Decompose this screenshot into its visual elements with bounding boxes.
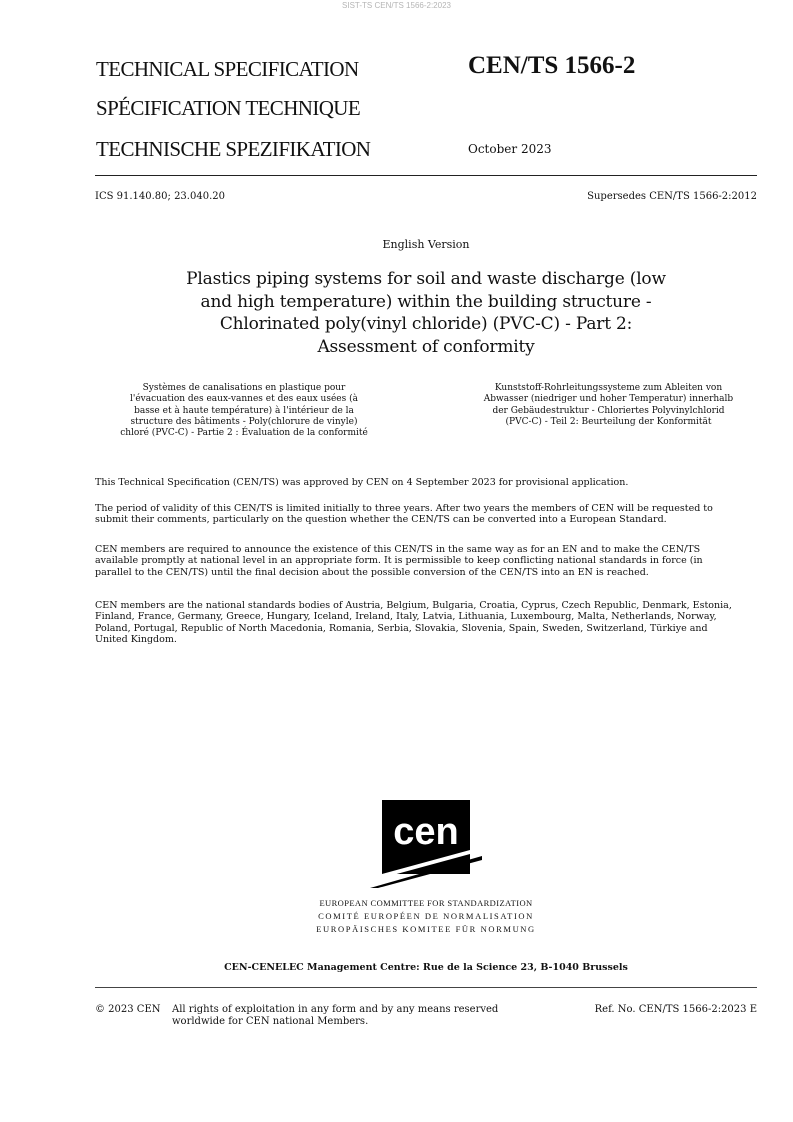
doc-type-german: TECHNISCHE SPEZIFIKATION xyxy=(96,137,371,161)
title-line: Plastics piping systems for soil and waste discharge (low xyxy=(186,269,666,289)
french-title-line: structure des bâtiments - Poly(chlorure de vinyle) xyxy=(130,416,358,427)
title-line: Assessment of conformity xyxy=(317,336,535,357)
french-title-line: chloré (PVC-C) - Partie 2 : Évaluation de la conformité xyxy=(120,428,368,439)
paragraph-line: United Kingdom. xyxy=(95,634,177,646)
german-title-line: (PVC-C) - Teil 2: Beurteilung der Konformität xyxy=(505,416,712,427)
paragraph-line: CEN members are the national standards bodies of Austria, Belgium, Bulgaria, Croatia, Cyprus, Czech Republic, Denmark, Estonia, xyxy=(95,600,732,611)
french-title-line: Systèmes de canalisations en plastique pour xyxy=(142,383,346,393)
footer-divider xyxy=(95,987,757,988)
paragraph-line: available promptly at national level in an appropriate form. It is permissible to keep conflicting national standards in force (in xyxy=(95,555,703,567)
title-line: and high temperature) within the building structure - xyxy=(200,291,652,312)
approval-paragraph xyxy=(95,477,760,488)
paragraph-line: CEN members are required to announce the existence of this CEN/TS in the same way as for an EN and to make the CEN/TS xyxy=(95,544,701,555)
paragraph-line: Finland, France, Germany, Greece, Hungary, Iceland, Ireland, Italy, Latvia, Lithuania, Luxembourg, Malta, Netherlands, Norway, xyxy=(95,611,717,623)
validity-paragraph xyxy=(95,503,760,526)
supersedes-note: Supersedes CEN/TS 1566-2:2012 xyxy=(587,191,757,202)
french-title xyxy=(96,383,392,439)
ics-codes: ICS 91.140.80; 23.040.20 xyxy=(95,191,225,202)
paragraph-line: submit their comments, particularly on the question whether the CEN/TS can be converted into a European Standard. xyxy=(95,514,667,526)
paragraph-line: Poland, Portugal, Republic of North Macedonia, Romania, Serbia, Slovakia, Slovenia, Spain, Sweden, Switzerland, Türkiye and xyxy=(95,622,708,634)
doc-type-french: SPÉCIFICATION TECHNIQUE xyxy=(96,96,361,120)
rights-line: worldwide for CEN national Members. xyxy=(172,1016,369,1027)
reference-number: Ref. No. CEN/TS 1566-2:2023 E xyxy=(594,1004,757,1015)
german-title-line: Abwasser (niedriger und hoher Temperatur) innerhalb xyxy=(483,394,734,405)
german-title xyxy=(456,383,761,428)
rights-line: All rights of exploitation in any form and by any means reserved xyxy=(172,1004,499,1015)
german-title-line: der Gebäudestruktur - Chloriertes Polyvinylchlorid xyxy=(492,405,725,416)
organization-french: COMITÉ EUROPÉEN DE NORMALISATION xyxy=(318,911,534,921)
members-obligation-paragraph xyxy=(95,544,760,578)
main-title xyxy=(150,268,702,358)
member-countries-paragraph xyxy=(95,600,760,646)
header-divider xyxy=(95,175,757,176)
version-label: English Version xyxy=(382,238,470,251)
management-centre-address: CEN-CENELEC Management Centre: Rue de la Science 23, B-1040 Brussels xyxy=(224,962,628,973)
watermark: SIST-TS CEN/TS 1566-2:2023 xyxy=(342,1,451,10)
paragraph-line: This Technical Specification (CEN/TS) was approved by CEN on 4 September 2023 for provisional application. xyxy=(95,477,629,488)
organization-german: EUROPÄISCHES KOMITEE FÜR NORMUNG xyxy=(316,924,536,934)
german-title-line: Kunststoff-Rohrleitungssysteme zum Ableiten von xyxy=(494,383,723,393)
title-line: Chlorinated poly(vinyl chloride) (PVC-C) - Part 2: xyxy=(219,314,633,334)
copyright-notice: © 2023 CEN xyxy=(95,1004,161,1015)
paragraph-line: The period of validity of this CEN/TS is limited initially to three years. After two years the members of CEN will be requested to xyxy=(95,503,713,514)
french-title-line: basse et à haute température) à l'intérieur de la xyxy=(134,405,354,416)
cen-logo-icon xyxy=(370,800,482,888)
paragraph-line: parallel to the CEN/TS) until the final decision about the possible conversion of the CEN/TS into an EN is reached. xyxy=(95,566,649,578)
cen-logo-text: cen xyxy=(393,811,459,853)
rights-statement xyxy=(172,1004,512,1028)
document-number: CEN/TS 1566-2 xyxy=(468,52,636,79)
organization-english: EUROPEAN COMMITTEE FOR STANDARDIZATION xyxy=(319,898,533,908)
doc-type-english: TECHNICAL SPECIFICATION xyxy=(96,57,359,81)
french-title-line: l'évacuation des eaux-vannes et des eaux usées (à xyxy=(130,394,358,405)
publication-date: October 2023 xyxy=(468,142,552,156)
